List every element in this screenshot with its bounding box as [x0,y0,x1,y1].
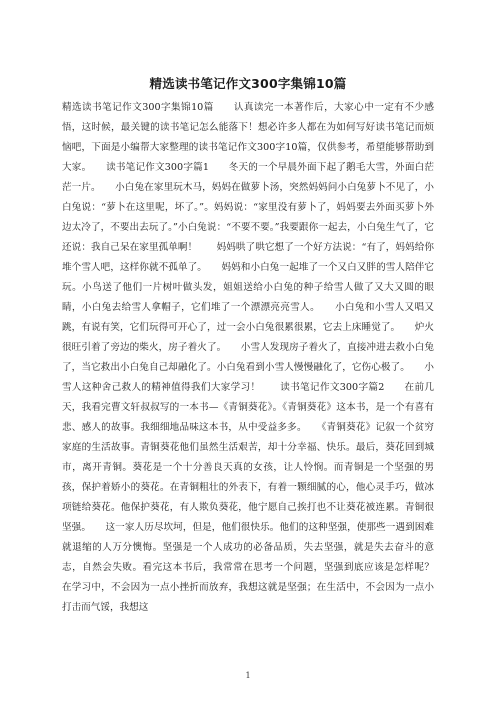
document-body: 精选读书笔记作文300字集锦10篇 认真读完一本著作后，大家心中一定有不少感悟，这时候，最关键的读书笔记怎么能落下！想必许多人都在为如何写好读书笔记而烦恼吧，下面是小编帮大家整理的读书笔记作文300字10篇，仅供参考，希望能够帮助到大家。 读书笔记作文300字篇1 冬天的一个早晨外面下起了鹅毛大雪，外面白茫茫一片。 小白兔在家里玩木马，妈妈在做萝卜汤，突然妈妈问小白兔萝卜不见了，小白兔说：“萝卜在这里呢，坏了。”。妈妈说：“家里没有萝卜了，妈妈要去外面买萝卜外边太冷了，不要出去玩了。”小白兔说：“不要不要。”我要跟你一起去，小白兔生气了，它还说：我自己呆在家里孤单啊！ 妈妈哄了哄它想了一个好方法说：“有了，妈妈给你堆个雪人吧，这样你就不孤单了。 妈妈和小白兔一起堆了一个又白又胖的雪人陪伴它玩。小鸟送了他们一片树叶做头发，姐姐送给小白兔的种子给雪人做了又大又圆的眼睛，小白兔去给雪人拿帽子，它们堆了一个漂漂亮亮雪人。 小白兔和小雪人又唱又跳，有说有笑，它们玩得可开心了，过一会小白兔很累很累，它去上床睡觉了。 炉火很旺引着了旁边的柴火，房子着火了。 小雪人发现房子着火了，直接冲进去救小白兔了，当它救出小白兔自己却融化了。小白兔看到小雪人慢慢融化了，它伤心极了。 小雪人这种舍己救人的精神值得我们大家学习！ 读书笔记作文300字篇2 在前几天，我看完曹文轩叔叔写的一本书—《青铜葵花》。《青铜葵花》这本书，是一个有喜有悲、感人的故事。我细细地品味这本书，从中受益多多。 《青铜葵花》记叙一个贫穷家庭的生活故事。青铜葵花他们虽然生活艰苦，却十分幸福、快乐。最后，葵花回到城市，离开青铜。葵花是一个十分善良天真的女孩，让人怜悯。而青铜是一个坚强的男孩，保护着娇小的葵花。在青铜粗壮的外表下，有着一颗细腻的心，他心灵手巧，做冰项链给葵花。他保护葵花，有人欺负葵花，他宁愿自己挨打也不让葵花被连累。青铜很坚强。 这一家人历尽坎坷，但是，他们很快乐。他们的这种坚强，使那些一遇到困难就退缩的人万分懊悔。坚强是一个人成功的必备品质，失去坚强，就是失去奋斗的意志，自然会失败。看完这本书后，我常常在思考一个问题，坚强到底应该是怎样呢？ 在学习中，不会因为一点小挫折而放弃，我想这就是坚强；在生活中，不会因为一点小打击而气馁，我想这 [62,102,454,613]
page-number: 1 [245,671,251,680]
document-title: 精选读书笔记作文300字集锦10篇 [149,76,347,91]
